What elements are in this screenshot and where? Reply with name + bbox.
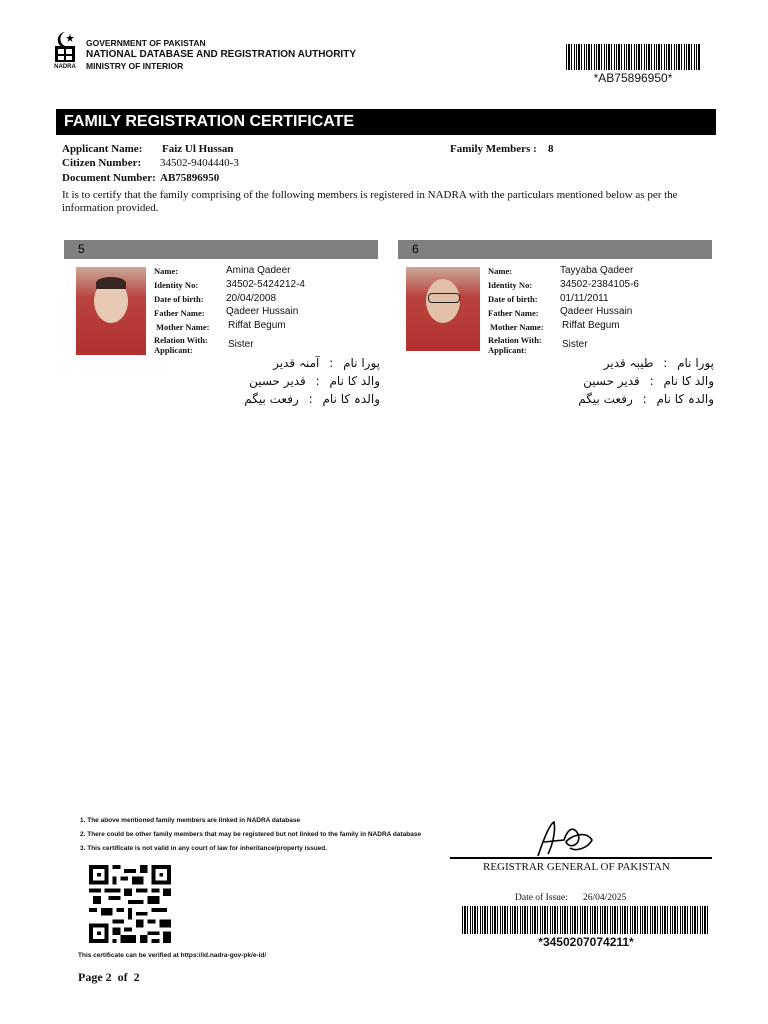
verification-qr-code [88, 865, 172, 943]
signature-icon [530, 818, 600, 860]
page-number: Page 2 of 2 [78, 970, 140, 984]
document-number-label: Document Number: [62, 172, 156, 184]
urdu-full-name-label: پورا نام [343, 356, 380, 370]
urdu-father-row [583, 374, 714, 388]
member-father: Qadeer Hussain [226, 306, 299, 317]
urdu-separator: : [315, 374, 320, 388]
member-card-header [398, 240, 712, 259]
certificate-barcode [462, 906, 710, 934]
father-label: Father Name: [154, 308, 205, 318]
name-label: Name: [488, 266, 513, 276]
member-card [64, 240, 380, 420]
name-label: Name: [154, 266, 179, 276]
member-card-header [64, 240, 378, 259]
registrar-title: REGISTRAR GENERAL OF PAKISTAN [483, 861, 670, 873]
member-relation: Sister [562, 339, 588, 350]
dob-label: Date of birth: [488, 294, 538, 304]
urdu-father-row [249, 374, 380, 388]
qr-code-icon [88, 865, 172, 943]
mother-label: Mother Name: [490, 322, 544, 332]
urdu-father-label: والد کا نام [329, 374, 380, 388]
mother-label: Mother Name: [156, 322, 210, 332]
identity-label: Identity No: [488, 280, 533, 290]
urdu-separator: : [649, 374, 654, 388]
urdu-mother-row [244, 392, 380, 406]
member-name: Amina Qadeer [226, 265, 291, 276]
relation-label: Relation With: Applicant: [154, 335, 208, 355]
member-photo [406, 267, 480, 351]
urdu-mother-label: والدہ کا نام [322, 392, 380, 406]
registrar-signature-line [450, 857, 712, 859]
urdu-separator: : [642, 392, 647, 406]
document-number: AB75896950 [160, 172, 220, 184]
relation-label: Relation With: Applicant: [488, 335, 542, 355]
registrar-signature [530, 818, 600, 860]
identity-label: Identity No: [154, 280, 199, 290]
member-name: Tayyaba Qadeer [560, 265, 634, 276]
citizen-number: 34502-9404440-3 [160, 157, 239, 169]
certificate-barcode-text: *3450207074211* [538, 935, 634, 949]
document-barcode [566, 44, 700, 70]
note-1: 1. The above mentioned family members are linked in NADRA database [80, 817, 301, 824]
member-index: 5 [78, 242, 85, 256]
family-members-count: 8 [548, 143, 554, 155]
certify-statement: It is to certify that the family comprising of the following members is registered in NADRA with the particulars mentioned below as per the information provided. [62, 189, 678, 214]
member-photo [76, 267, 146, 355]
urdu-father-label: والد کا نام [663, 374, 714, 388]
urdu-separator: : [663, 356, 668, 370]
member-dob: 01/11/2011 [560, 293, 609, 304]
issue-date-label: Date of Issue: [515, 893, 568, 903]
org-line-2: NATIONAL DATABASE AND REGISTRATION AUTHORITY [86, 49, 356, 60]
member-dob: 20/04/2008 [226, 293, 277, 304]
urdu-father-name: قدیر حسین [249, 374, 306, 388]
urdu-separator: : [329, 356, 334, 370]
org-line-3: MINISTRY OF INTERIOR [86, 61, 184, 71]
member-identity: 34502-5424212-4 [226, 279, 305, 290]
urdu-mother-row [578, 392, 714, 406]
urdu-full-name-row [273, 356, 380, 370]
nadra-logo [50, 30, 80, 74]
member-identity: 34502-2384105-6 [560, 279, 639, 290]
member-mother: Riffat Begum [562, 320, 620, 331]
logo-text: NADRA [54, 64, 76, 70]
urdu-member-name: طیبہ قدیر [603, 356, 654, 370]
family-members-label: Family Members : [450, 143, 537, 155]
urdu-mother-label: والدہ کا نام [656, 392, 714, 406]
verification-text: This certificate can be verified at https://id.nadra-gov-pk/e-id/ [78, 952, 267, 959]
urdu-mother-name: رفعت بیگم [578, 392, 633, 406]
member-card [398, 240, 714, 420]
urdu-full-name-label: پورا نام [677, 356, 714, 370]
document-barcode-text: *AB75896950* [593, 71, 673, 85]
member-relation: Sister [228, 339, 254, 350]
urdu-member-name: آمنہ قدیر [273, 356, 320, 370]
dob-label: Date of birth: [154, 294, 204, 304]
note-3: 3. This certificate is not valid in any court of law for inheritance/property issued. [80, 845, 328, 852]
urdu-father-name: قدیر حسین [583, 374, 640, 388]
citizen-number-label: Citizen Number: [62, 157, 142, 169]
urdu-separator: : [308, 392, 313, 406]
member-index: 6 [412, 242, 419, 256]
member-father: Qadeer Hussain [560, 306, 633, 317]
org-line-1: GOVERNMENT OF PAKISTAN [86, 38, 206, 48]
certificate-title-bar [56, 109, 716, 135]
urdu-mother-name: رفعت بیگم [244, 392, 299, 406]
issue-date: 26/04/2025 [583, 893, 627, 903]
applicant-name: Faiz Ul Hussan [162, 143, 234, 155]
urdu-full-name-row [604, 356, 714, 370]
certificate-title: FAMILY REGISTRATION CERTIFICATE [64, 113, 355, 130]
member-mother: Riffat Begum [228, 320, 286, 331]
note-2: 2. There could be other family members that may be registered but not linked to the family in NADRA database [80, 831, 422, 838]
father-label: Father Name: [488, 308, 539, 318]
applicant-name-label: Applicant Name: [62, 143, 143, 155]
